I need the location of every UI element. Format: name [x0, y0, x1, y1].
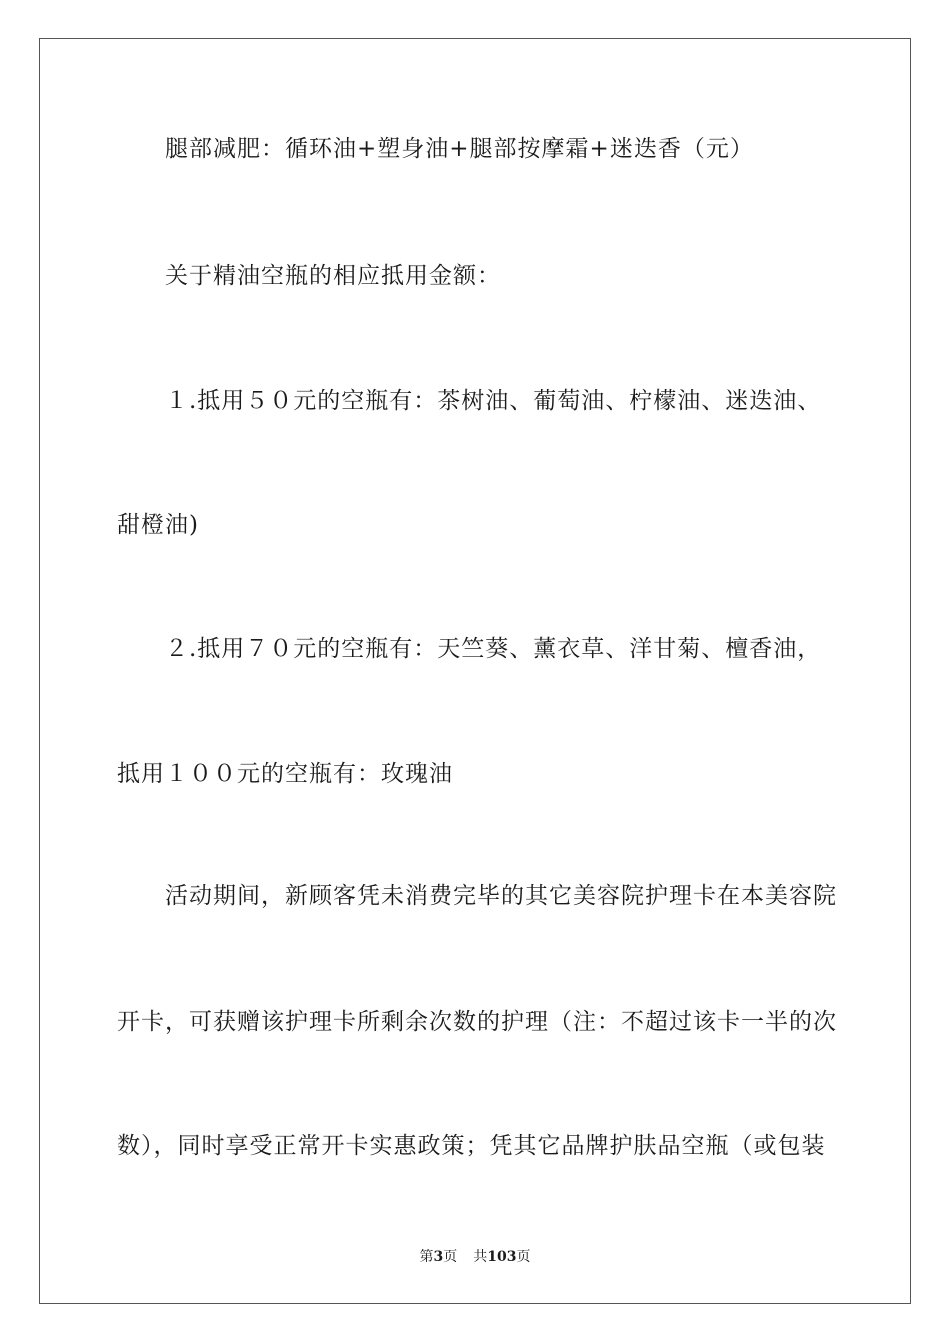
text-line-leg-slimming: 腿部减肥：循环油+塑身油+腿部按摩霜+迷迭香（元） [165, 136, 754, 162]
text-line-item-1: １.抵用５０元的空瓶有：茶树油、葡萄油、柠檬油、迷迭油、 [165, 388, 822, 414]
page-border [39, 38, 911, 1304]
text-line-campaign-cont-1: 开卡，可获赠该护理卡所剩余次数的护理（注：不超过该卡一半的次 [117, 1009, 837, 1035]
text-line-empty-bottle-heading: 关于精油空瓶的相应抵用金额： [165, 263, 501, 289]
footer-total-prefix: 共 [473, 1249, 488, 1265]
text-line-campaign: 活动期间，新顾客凭未消费完毕的其它美容院护理卡在本美容院 [165, 883, 837, 909]
footer-total-pages: 103 [487, 1249, 517, 1265]
text-line-item-2: ２.抵用７０元的空瓶有：天竺葵、薰衣草、洋甘菊、檀香油， [165, 636, 822, 662]
footer-page-suffix: 页 [443, 1249, 458, 1265]
text-line-item-1-cont: 甜橙油) [117, 512, 199, 538]
footer-page-prefix: 第 [419, 1249, 434, 1265]
text-line-item-2-cont: 抵用１００元的空瓶有：玫瑰油 [117, 761, 453, 787]
text-line-campaign-cont-2: 数），同时享受正常开卡实惠政策；凭其它品牌护肤品空瓶（或包装 [117, 1133, 826, 1159]
footer-page-number: 3 [433, 1249, 444, 1265]
page-footer [0, 1248, 950, 1266]
footer-total-suffix: 页 [516, 1249, 531, 1265]
